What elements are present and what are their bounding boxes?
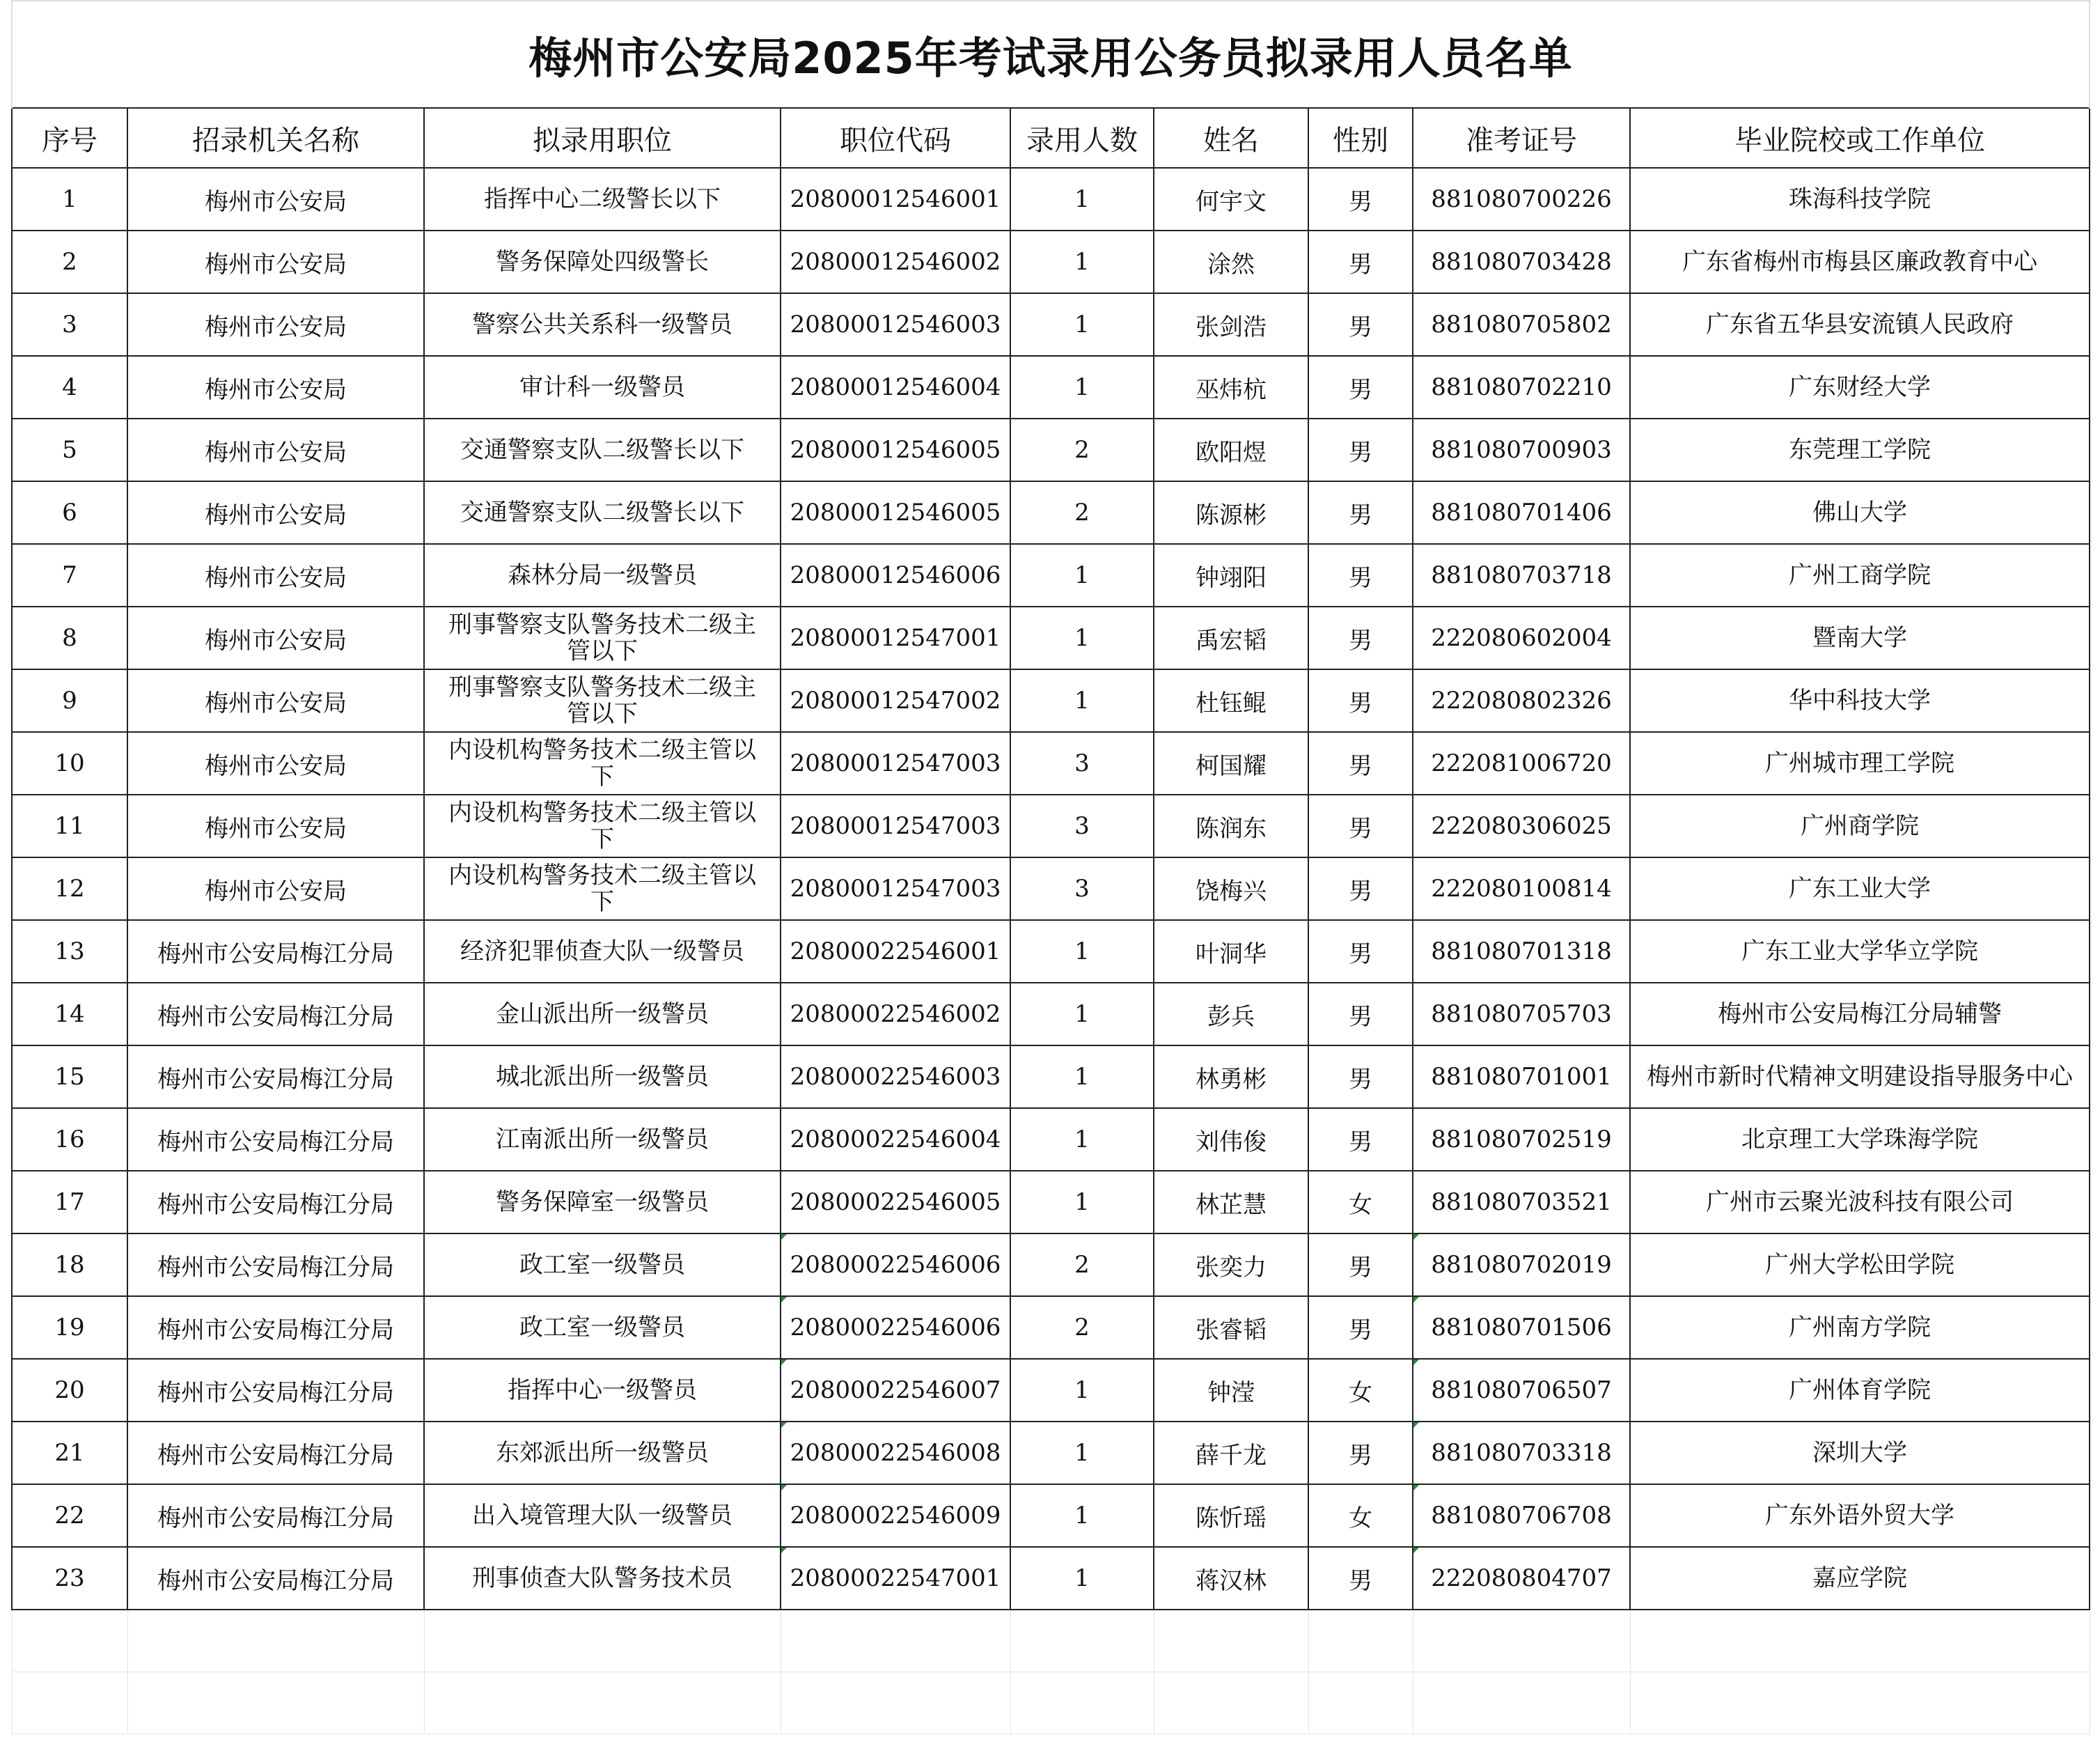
table-row — [12, 1045, 2090, 1108]
table-body — [12, 168, 2090, 1610]
cell-gender: 男 — [1308, 1233, 1413, 1296]
cell-school-or-employer: 北京理工大学珠海学院 — [1630, 1108, 2090, 1171]
cell-exam-number: 881080703521 — [1413, 1171, 1630, 1233]
cell-organization: 梅州市公安局 — [127, 732, 424, 795]
hiring-list-table — [11, 0, 2090, 1734]
cell-position-code: 20800012546005 — [781, 481, 1010, 544]
header-hire-count: 录用人数 — [1010, 108, 1154, 168]
cell-hire-count: 1 — [1010, 544, 1154, 607]
cell-school-or-employer: 梅州市新时代精神文明建设指导服务中心 — [1630, 1045, 2090, 1108]
cell-gender: 男 — [1308, 1547, 1413, 1610]
table-row — [12, 1108, 2090, 1171]
empty-cell — [424, 1610, 781, 1672]
table-row — [12, 1171, 2090, 1233]
cell-school-or-employer: 东莞理工学院 — [1630, 419, 2090, 481]
cell-name: 叶洞华 — [1154, 920, 1308, 983]
cell-organization: 梅州市公安局 — [127, 607, 424, 669]
cell-position: 内设机构警务技术二级主管以下 — [424, 857, 781, 920]
table-row — [12, 1484, 2090, 1547]
cell-school-or-employer: 广州商学院 — [1630, 795, 2090, 857]
cell-position: 审计科一级警员 — [424, 356, 781, 419]
cell-name: 张奕力 — [1154, 1233, 1308, 1296]
cell-position-code: 20800022546004 — [781, 1108, 1010, 1171]
cell-school-or-employer: 广东省五华县安流镇人民政府 — [1630, 293, 2090, 356]
header-gender: 性别 — [1308, 108, 1413, 168]
cell-name: 欧阳煜 — [1154, 419, 1308, 481]
empty-cell — [1010, 1672, 1154, 1734]
cell-gender: 男 — [1308, 293, 1413, 356]
cell-school-or-employer: 佛山大学 — [1630, 481, 2090, 544]
cell-name: 刘伟俊 — [1154, 1108, 1308, 1171]
cell-exam-number: 881080703428 — [1413, 231, 1630, 293]
empty-row — [12, 1672, 2090, 1734]
cell-position: 政工室一级警员 — [424, 1233, 781, 1296]
cell-serial: 19 — [12, 1296, 127, 1359]
table-row — [12, 857, 2090, 920]
cell-hire-count: 1 — [1010, 1484, 1154, 1547]
empty-cell — [781, 1672, 1010, 1734]
cell-gender: 女 — [1308, 1484, 1413, 1547]
cell-exam-number: 881080705703 — [1413, 983, 1630, 1045]
cell-exam-number: 881080703718 — [1413, 544, 1630, 607]
cell-position: 指挥中心一级警员 — [424, 1359, 781, 1422]
cell-name: 涂然 — [1154, 231, 1308, 293]
cell-school-or-employer: 广东财经大学 — [1630, 356, 2090, 419]
cell-gender: 男 — [1308, 1422, 1413, 1484]
cell-hire-count: 1 — [1010, 1171, 1154, 1233]
cell-serial: 15 — [12, 1045, 127, 1108]
table-row — [12, 669, 2090, 732]
cell-gender: 男 — [1308, 983, 1413, 1045]
cell-organization: 梅州市公安局梅江分局 — [127, 1108, 424, 1171]
cell-serial: 12 — [12, 857, 127, 920]
cell-school-or-employer: 梅州市公安局梅江分局辅警 — [1630, 983, 2090, 1045]
cell-name: 钟翊阳 — [1154, 544, 1308, 607]
cell-position-code: 20800022546002 — [781, 983, 1010, 1045]
cell-organization: 梅州市公安局梅江分局 — [127, 1233, 424, 1296]
table-row — [12, 293, 2090, 356]
empty-cell — [12, 1610, 127, 1672]
cell-position-code: 20800022546008 — [781, 1422, 1010, 1484]
cell-organization: 梅州市公安局梅江分局 — [127, 1045, 424, 1108]
cell-hire-count: 3 — [1010, 795, 1154, 857]
cell-gender: 男 — [1308, 1045, 1413, 1108]
cell-gender: 男 — [1308, 669, 1413, 732]
header-serial: 序号 — [12, 108, 127, 168]
table-row — [12, 1296, 2090, 1359]
cell-gender: 男 — [1308, 1296, 1413, 1359]
cell-organization: 梅州市公安局梅江分局 — [127, 1296, 424, 1359]
cell-school-or-employer: 广东外语外贸大学 — [1630, 1484, 2090, 1547]
cell-name: 张剑浩 — [1154, 293, 1308, 356]
cell-position-code: 20800012546003 — [781, 293, 1010, 356]
cell-gender: 男 — [1308, 544, 1413, 607]
cell-serial: 6 — [12, 481, 127, 544]
table-row — [12, 168, 2090, 231]
cell-position: 内设机构警务技术二级主管以下 — [424, 732, 781, 795]
cell-school-or-employer: 广州工商学院 — [1630, 544, 2090, 607]
cell-gender: 男 — [1308, 732, 1413, 795]
table-row — [12, 795, 2090, 857]
cell-position-code: 20800012546001 — [781, 168, 1010, 231]
cell-serial: 21 — [12, 1422, 127, 1484]
empty-cell — [1630, 1672, 2090, 1734]
table-row — [12, 1422, 2090, 1484]
empty-cell — [1154, 1610, 1308, 1672]
header-position-code: 职位代码 — [781, 108, 1010, 168]
cell-school-or-employer: 广州体育学院 — [1630, 1359, 2090, 1422]
table-row — [12, 607, 2090, 669]
cell-position: 金山派出所一级警员 — [424, 983, 781, 1045]
cell-hire-count: 1 — [1010, 1045, 1154, 1108]
cell-position: 警务保障室一级警员 — [424, 1171, 781, 1233]
empty-cell — [1308, 1610, 1413, 1672]
cell-gender: 男 — [1308, 857, 1413, 920]
cell-hire-count: 2 — [1010, 1296, 1154, 1359]
empty-rows — [12, 1610, 2090, 1734]
cell-serial: 9 — [12, 669, 127, 732]
cell-organization: 梅州市公安局梅江分局 — [127, 920, 424, 983]
header-row — [12, 108, 2090, 168]
cell-exam-number: 881080702519 — [1413, 1108, 1630, 1171]
cell-position-code: 20800022546001 — [781, 920, 1010, 983]
cell-school-or-employer: 广州南方学院 — [1630, 1296, 2090, 1359]
cell-position-code: 20800012546004 — [781, 356, 1010, 419]
cell-position: 指挥中心二级警长以下 — [424, 168, 781, 231]
cell-position-code: 20800012547003 — [781, 857, 1010, 920]
cell-name: 巫炜杭 — [1154, 356, 1308, 419]
cell-gender: 男 — [1308, 419, 1413, 481]
cell-organization: 梅州市公安局 — [127, 356, 424, 419]
title-row — [12, 1, 2090, 108]
cell-gender: 男 — [1308, 356, 1413, 419]
cell-school-or-employer: 嘉应学院 — [1630, 1547, 2090, 1610]
table-row — [12, 983, 2090, 1045]
table-row — [12, 419, 2090, 481]
cell-position: 城北派出所一级警员 — [424, 1045, 781, 1108]
cell-hire-count: 1 — [1010, 607, 1154, 669]
cell-name: 禹宏韬 — [1154, 607, 1308, 669]
cell-hire-count: 1 — [1010, 920, 1154, 983]
cell-organization: 梅州市公安局梅江分局 — [127, 983, 424, 1045]
cell-hire-count: 1 — [1010, 983, 1154, 1045]
cell-position: 警务保障处四级警长 — [424, 231, 781, 293]
cell-hire-count: 1 — [1010, 356, 1154, 419]
empty-cell — [1413, 1610, 1630, 1672]
cell-position: 刑事警察支队警务技术二级主管以下 — [424, 607, 781, 669]
cell-gender: 男 — [1308, 607, 1413, 669]
cell-hire-count: 2 — [1010, 419, 1154, 481]
cell-exam-number: 881080701318 — [1413, 920, 1630, 983]
header-name: 姓名 — [1154, 108, 1308, 168]
cell-exam-number: 222080804707 — [1413, 1547, 1630, 1610]
cell-hire-count: 2 — [1010, 481, 1154, 544]
cell-exam-number: 222081006720 — [1413, 732, 1630, 795]
table-row — [12, 732, 2090, 795]
cell-hire-count: 1 — [1010, 231, 1154, 293]
cell-serial: 18 — [12, 1233, 127, 1296]
header-organization: 招录机关名称 — [127, 108, 424, 168]
empty-cell — [424, 1672, 781, 1734]
cell-serial: 5 — [12, 419, 127, 481]
cell-position: 刑事侦查大队警务技术员 — [424, 1547, 781, 1610]
cell-position: 交通警察支队二级警长以下 — [424, 419, 781, 481]
cell-name: 钟滢 — [1154, 1359, 1308, 1422]
cell-serial: 11 — [12, 795, 127, 857]
cell-serial: 20 — [12, 1359, 127, 1422]
cell-hire-count: 1 — [1010, 293, 1154, 356]
cell-position-code: 20800022546006 — [781, 1296, 1010, 1359]
cell-organization: 梅州市公安局 — [127, 168, 424, 231]
cell-gender: 女 — [1308, 1171, 1413, 1233]
cell-organization: 梅州市公安局 — [127, 857, 424, 920]
cell-exam-number: 881080703318 — [1413, 1422, 1630, 1484]
cell-position-code: 20800012547001 — [781, 607, 1010, 669]
cell-hire-count: 3 — [1010, 732, 1154, 795]
cell-hire-count: 1 — [1010, 1108, 1154, 1171]
spreadsheet-page — [11, 0, 2089, 1734]
cell-exam-number: 881080700226 — [1413, 168, 1630, 231]
cell-position: 刑事警察支队警务技术二级主管以下 — [424, 669, 781, 732]
cell-gender: 男 — [1308, 481, 1413, 544]
cell-gender: 男 — [1308, 920, 1413, 983]
cell-hire-count: 1 — [1010, 168, 1154, 231]
cell-exam-number: 881080706708 — [1413, 1484, 1630, 1547]
cell-organization: 梅州市公安局梅江分局 — [127, 1547, 424, 1610]
cell-serial: 4 — [12, 356, 127, 419]
table-row — [12, 920, 2090, 983]
cell-exam-number: 222080306025 — [1413, 795, 1630, 857]
cell-position: 森林分局一级警员 — [424, 544, 781, 607]
cell-position: 江南派出所一级警员 — [424, 1108, 781, 1171]
cell-hire-count: 1 — [1010, 1547, 1154, 1610]
cell-exam-number: 881080701001 — [1413, 1045, 1630, 1108]
table-row — [12, 231, 2090, 293]
cell-hire-count: 1 — [1010, 1422, 1154, 1484]
cell-serial: 3 — [12, 293, 127, 356]
cell-exam-number: 881080702019 — [1413, 1233, 1630, 1296]
cell-position-code: 20800022546005 — [781, 1171, 1010, 1233]
empty-cell — [127, 1672, 424, 1734]
cell-name: 陈忻瑶 — [1154, 1484, 1308, 1547]
cell-position-code: 20800012546002 — [781, 231, 1010, 293]
cell-hire-count: 1 — [1010, 669, 1154, 732]
cell-serial: 7 — [12, 544, 127, 607]
cell-exam-number: 881080706507 — [1413, 1359, 1630, 1422]
cell-position-code: 20800022547001 — [781, 1547, 1010, 1610]
cell-exam-number: 881080701506 — [1413, 1296, 1630, 1359]
cell-school-or-employer: 珠海科技学院 — [1630, 168, 2090, 231]
empty-cell — [12, 1672, 127, 1734]
empty-cell — [1630, 1610, 2090, 1672]
cell-hire-count: 1 — [1010, 1359, 1154, 1422]
empty-cell — [1154, 1672, 1308, 1734]
cell-organization: 梅州市公安局梅江分局 — [127, 1359, 424, 1422]
empty-cell — [1413, 1672, 1630, 1734]
empty-cell — [127, 1610, 424, 1672]
cell-position: 交通警察支队二级警长以下 — [424, 481, 781, 544]
cell-organization: 梅州市公安局 — [127, 231, 424, 293]
empty-row — [12, 1610, 2090, 1672]
page-title: 梅州市公安局2025年考试录用公务员拟录用人员名单 — [12, 1, 2090, 108]
cell-exam-number: 881080702210 — [1413, 356, 1630, 419]
table-row — [12, 1547, 2090, 1610]
cell-position-code: 20800012547003 — [781, 732, 1010, 795]
cell-serial: 2 — [12, 231, 127, 293]
cell-position: 出入境管理大队一级警员 — [424, 1484, 781, 1547]
table-row — [12, 1233, 2090, 1296]
cell-name: 薛千龙 — [1154, 1422, 1308, 1484]
cell-organization: 梅州市公安局 — [127, 669, 424, 732]
cell-serial: 23 — [12, 1547, 127, 1610]
cell-name: 饶梅兴 — [1154, 857, 1308, 920]
cell-exam-number: 222080602004 — [1413, 607, 1630, 669]
cell-school-or-employer: 广州市云聚光波科技有限公司 — [1630, 1171, 2090, 1233]
cell-position-code: 20800022546009 — [781, 1484, 1010, 1547]
cell-school-or-employer: 暨南大学 — [1630, 607, 2090, 669]
table-row — [12, 1359, 2090, 1422]
cell-serial: 1 — [12, 168, 127, 231]
cell-position: 东郊派出所一级警员 — [424, 1422, 781, 1484]
header-school-or-employer: 毕业院校或工作单位 — [1630, 108, 2090, 168]
cell-organization: 梅州市公安局梅江分局 — [127, 1422, 424, 1484]
cell-exam-number: 881080705802 — [1413, 293, 1630, 356]
cell-organization: 梅州市公安局 — [127, 419, 424, 481]
cell-hire-count: 2 — [1010, 1233, 1154, 1296]
header-position: 拟录用职位 — [424, 108, 781, 168]
cell-position-code: 20800022546003 — [781, 1045, 1010, 1108]
cell-position: 警察公共关系科一级警员 — [424, 293, 781, 356]
cell-organization: 梅州市公安局 — [127, 293, 424, 356]
cell-organization: 梅州市公安局 — [127, 544, 424, 607]
table-row — [12, 544, 2090, 607]
cell-organization: 梅州市公安局梅江分局 — [127, 1484, 424, 1547]
cell-school-or-employer: 广州大学松田学院 — [1630, 1233, 2090, 1296]
cell-school-or-employer: 深圳大学 — [1630, 1422, 2090, 1484]
cell-gender: 男 — [1308, 231, 1413, 293]
cell-position: 政工室一级警员 — [424, 1296, 781, 1359]
cell-school-or-employer: 广东工业大学 — [1630, 857, 2090, 920]
cell-name: 杜钰鲲 — [1154, 669, 1308, 732]
cell-position-code: 20800022546006 — [781, 1233, 1010, 1296]
cell-organization: 梅州市公安局梅江分局 — [127, 1171, 424, 1233]
cell-serial: 10 — [12, 732, 127, 795]
cell-exam-number: 881080701406 — [1413, 481, 1630, 544]
empty-cell — [1308, 1672, 1413, 1734]
cell-name: 柯国耀 — [1154, 732, 1308, 795]
cell-serial: 8 — [12, 607, 127, 669]
cell-name: 林芷慧 — [1154, 1171, 1308, 1233]
cell-name: 张睿韬 — [1154, 1296, 1308, 1359]
header-exam-number: 准考证号 — [1413, 108, 1630, 168]
cell-hire-count: 3 — [1010, 857, 1154, 920]
cell-serial: 16 — [12, 1108, 127, 1171]
cell-gender: 男 — [1308, 168, 1413, 231]
cell-school-or-employer: 广东省梅州市梅县区廉政教育中心 — [1630, 231, 2090, 293]
cell-exam-number: 222080802326 — [1413, 669, 1630, 732]
cell-name: 陈润东 — [1154, 795, 1308, 857]
cell-name: 彭兵 — [1154, 983, 1308, 1045]
cell-name: 蒋汉林 — [1154, 1547, 1308, 1610]
cell-serial: 17 — [12, 1171, 127, 1233]
cell-exam-number: 222080100814 — [1413, 857, 1630, 920]
cell-position-code: 20800012546006 — [781, 544, 1010, 607]
table-row — [12, 481, 2090, 544]
cell-school-or-employer: 广东工业大学华立学院 — [1630, 920, 2090, 983]
cell-school-or-employer: 华中科技大学 — [1630, 669, 2090, 732]
cell-serial: 22 — [12, 1484, 127, 1547]
cell-position: 内设机构警务技术二级主管以下 — [424, 795, 781, 857]
cell-school-or-employer: 广州城市理工学院 — [1630, 732, 2090, 795]
cell-name: 何宇文 — [1154, 168, 1308, 231]
cell-gender: 男 — [1308, 795, 1413, 857]
cell-serial: 13 — [12, 920, 127, 983]
cell-position-code: 20800012546005 — [781, 419, 1010, 481]
cell-position: 经济犯罪侦查大队一级警员 — [424, 920, 781, 983]
cell-position-code: 20800012547003 — [781, 795, 1010, 857]
cell-name: 陈源彬 — [1154, 481, 1308, 544]
empty-cell — [1010, 1610, 1154, 1672]
cell-gender: 男 — [1308, 1108, 1413, 1171]
cell-name: 林勇彬 — [1154, 1045, 1308, 1108]
cell-gender: 女 — [1308, 1359, 1413, 1422]
cell-serial: 14 — [12, 983, 127, 1045]
empty-cell — [781, 1610, 1010, 1672]
cell-exam-number: 881080700903 — [1413, 419, 1630, 481]
cell-organization: 梅州市公安局 — [127, 481, 424, 544]
cell-position-code: 20800022546007 — [781, 1359, 1010, 1422]
cell-organization: 梅州市公安局 — [127, 795, 424, 857]
table-row — [12, 356, 2090, 419]
cell-position-code: 20800012547002 — [781, 669, 1010, 732]
